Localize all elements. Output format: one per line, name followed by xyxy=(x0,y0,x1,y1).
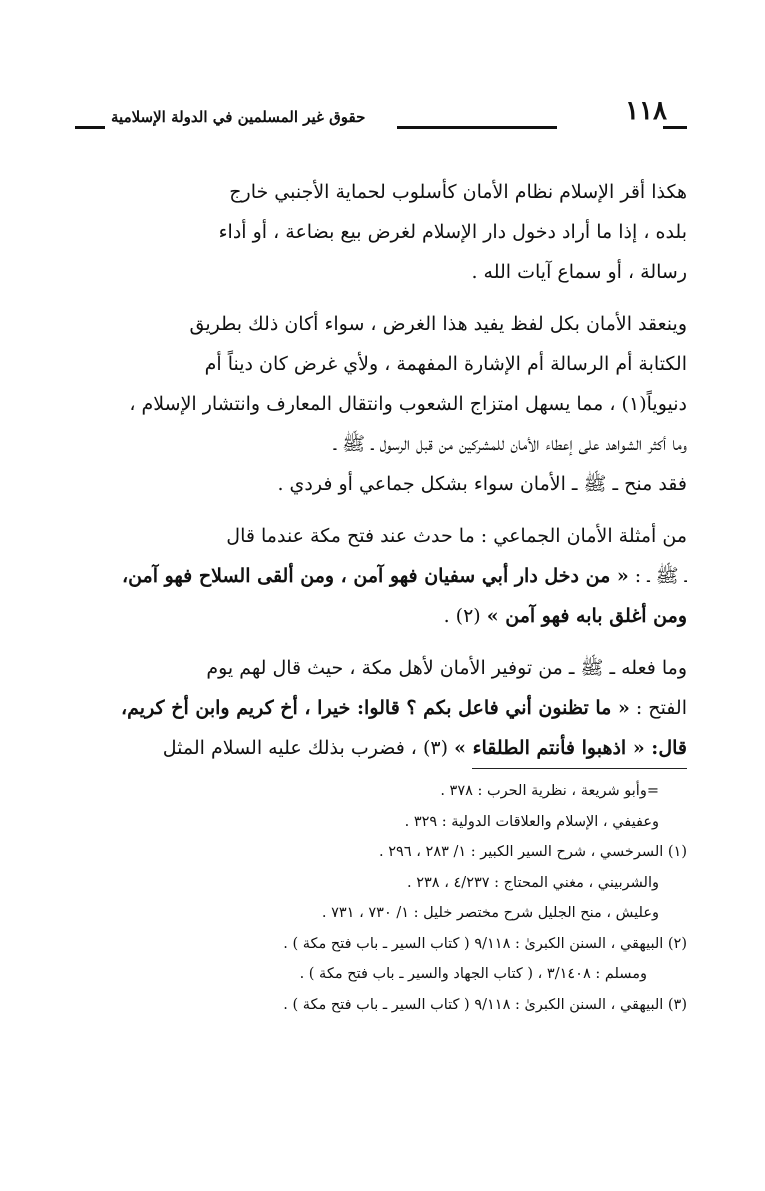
body-text xyxy=(76,172,687,780)
text-run: الفتح : xyxy=(629,697,687,719)
header-rule-left xyxy=(75,126,105,129)
page-header xyxy=(75,96,687,136)
footnote-separator xyxy=(472,768,687,769)
footnote-line: وعفيفي ، الإسلام والعلاقات الدولية : ٣٢٩ . xyxy=(404,813,659,830)
text-line xyxy=(76,688,687,728)
running-title: حقوق غير المسلمين في الدولة الإسلامية xyxy=(111,108,366,126)
paragraph-4 xyxy=(76,648,687,768)
text-line xyxy=(76,556,687,596)
text-run: (٢) . xyxy=(443,605,487,627)
text-line: وما أكثر الشواهد على إعطاء الأمان للمشركين من قبل الرسول ـ ﷺ ـ xyxy=(333,433,687,455)
text-line: وينعقد الأمان بكل لفظ يفيد هذا الغرض ، سواء أكان ذلك بطريق xyxy=(189,313,687,335)
footnote-line: وعليش ، منح الجليل شرح مختصر خليل : ١/ ٧٣٠ ، ٧٣١ . xyxy=(321,905,659,921)
text-line: من أمثلة الأمان الجماعي : ما حدث عند فتح مكة عندما قال xyxy=(226,525,687,547)
text-line: رسالة ، أو سماع آيات الله . xyxy=(471,261,687,283)
text-line xyxy=(76,728,687,768)
text-run: (٣) ، فضرب بذلك عليه السلام المثل xyxy=(162,737,455,759)
text-run: ـ ﷺ ـ : xyxy=(628,565,687,587)
hadith-quote: ومن أغلق بابه فهو آمن » xyxy=(486,605,687,627)
footnote-line: (٣) البيهقي ، السنن الكبرىٰ : ٩/١١٨ ( كتاب السير ـ باب فتح مكة ) . xyxy=(283,996,687,1013)
text-line: بلده ، إذا ما أراد دخول دار الإسلام لغرض بيع بضاعة ، أو أداء xyxy=(218,221,687,243)
text-line: الكتابة أم الرسالة أم الإشارة المفهمة ، ولأي غرض كان ديناً أم xyxy=(204,353,687,375)
text-line: وما فعله ـ ﷺ ـ من توفير الأمان لأهل مكة ، حيث قال لهم يوم xyxy=(206,657,687,679)
hadith-quote: « ما تظنون أني فاعل بكم ؟ قالوا: خيرا ، أخ كريم وابن أخ كريم، xyxy=(121,697,630,719)
text-line: دنيوياً(١) ، مما يسهل امتزاج الشعوب وانتقال المعارف وانتشار الإسلام ، xyxy=(129,393,687,415)
header-rule-middle xyxy=(397,126,557,129)
hadith-quote: « من دخل دار أبي سفيان فهو آمن ، ومن ألقى السلاح فهو آمن، xyxy=(121,565,629,587)
paragraph-1 xyxy=(76,172,687,292)
page-number: ١١٨ xyxy=(625,96,667,126)
footnote-line: ومسلم : ٣/١٤٠٨ ، ( كتاب الجهاد والسير ـ باب فتح مكة ) . xyxy=(299,966,647,982)
text-line xyxy=(76,596,687,636)
hadith-quote: قال: « اذهبوا فأنتم الطلقاء » xyxy=(454,737,687,759)
header-rule-right xyxy=(663,126,687,129)
text-line: فقد منح ـ ﷺ ـ الأمان سواء بشكل جماعي أو فردي . xyxy=(277,473,687,495)
footnote-line: =وأبو شريعة ، نظرية الحرب : ٣٧٨ . xyxy=(440,783,659,799)
paragraph-3 xyxy=(76,516,687,636)
footnote-line: والشربيني ، مغني المحتاج : ٤/٢٣٧ ، ٢٣٨ . xyxy=(407,874,659,891)
footnote-line: (١) السرخسي ، شرح السير الكبير : ١/ ٢٨٣ ، ٢٩٦ . xyxy=(379,844,687,860)
footnotes xyxy=(76,776,687,1020)
paragraph-2 xyxy=(76,304,687,504)
footnote-line: (٢) البيهقي ، السنن الكبرىٰ : ٩/١١٨ ( كتاب السير ـ باب فتح مكة ) . xyxy=(283,935,687,952)
text-line: هكذا أقر الإسلام نظام الأمان كأسلوب لحماية الأجنبي خارج xyxy=(229,181,687,203)
